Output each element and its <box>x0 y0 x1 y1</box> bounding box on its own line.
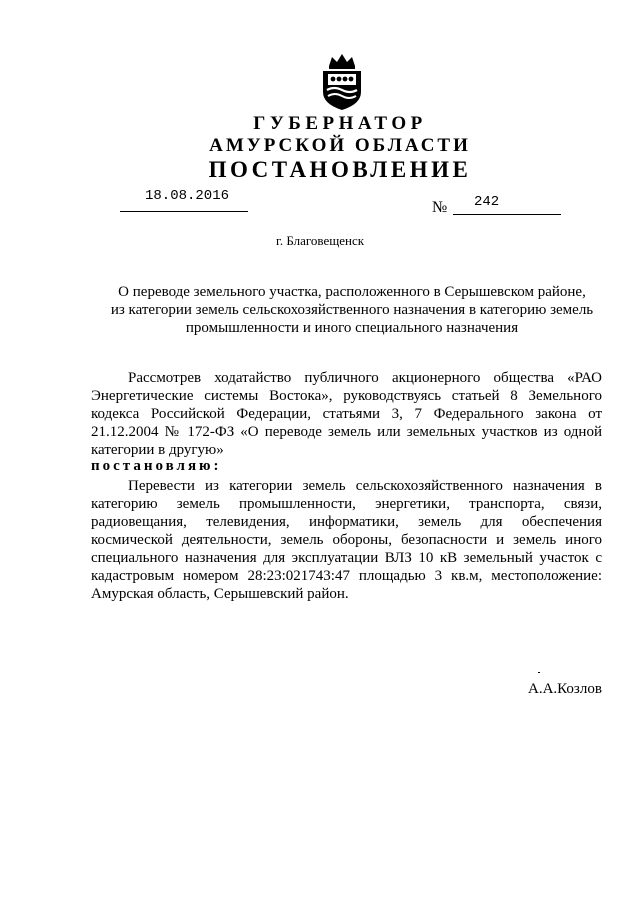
number-underline <box>453 214 561 215</box>
preamble-line: Рассмотрев ходатайство публичного акционерного общества «РАО <box>128 370 602 386</box>
decision-line: космической деятельности, земель обороны, безопасности и земель иного <box>91 532 602 548</box>
header-title-governor: ГУБЕРНАТОР <box>253 113 427 134</box>
document-number: 242 <box>474 194 500 210</box>
signatory-name: А.А.Козлов <box>528 681 602 697</box>
document-date: 18.08.2016 <box>145 188 230 204</box>
decision-line: радиовещания, телевидения, информатики, земель для обеспечения <box>91 514 602 530</box>
decision-line: Перевести из категории земель сельскохозяйственного назначения в <box>128 478 602 494</box>
decision-line: специального назначения для эксплуатации ВЛЗ 10 кВ земельный участок с <box>91 550 602 566</box>
document-city: г. Благовещенск <box>275 233 365 248</box>
preamble-line: Энергетические системы Востока», руководствуясь статьей 8 Земельного <box>91 388 602 404</box>
header-title-region: АМУРСКОЙ ОБЛАСТИ <box>209 135 471 156</box>
preamble-line: 21.12.2004 № 172-ФЗ «О переводе земель или земельных участков из одной <box>91 424 602 440</box>
decision-line: кадастровым номером 28:23:021743:47 площадью 3 кв.м, местоположение: <box>91 568 602 584</box>
subject-line: промышленности и иного специального назначения <box>185 320 519 336</box>
subject-line: О переводе земельного участка, расположенного в Серышевском районе, <box>118 284 586 300</box>
decree-word: постановляю: <box>91 458 222 474</box>
preamble-line: категории в другую» <box>91 442 224 458</box>
document-type: ПОСТАНОВЛЕНИЕ <box>208 157 472 182</box>
decision-paragraph <box>91 477 602 603</box>
decision-line: категорию земель промышленности, энергетики, транспорта, связи, <box>91 496 602 512</box>
preamble-paragraph <box>91 369 602 459</box>
number-sign: № <box>432 199 448 216</box>
coat-of-arms-icon <box>319 52 365 112</box>
document-subject <box>0 283 640 337</box>
preamble-line: кодекса Российской Федерации, статьями 3, 7 Федерального закона от <box>91 406 602 422</box>
subject-line: из категории земель сельскохозяйственного назначения в категорию земель <box>110 302 594 318</box>
date-underline <box>120 211 248 212</box>
decision-line: Амурская область, Серышевский район. <box>91 586 349 602</box>
signature-mark <box>538 672 540 673</box>
